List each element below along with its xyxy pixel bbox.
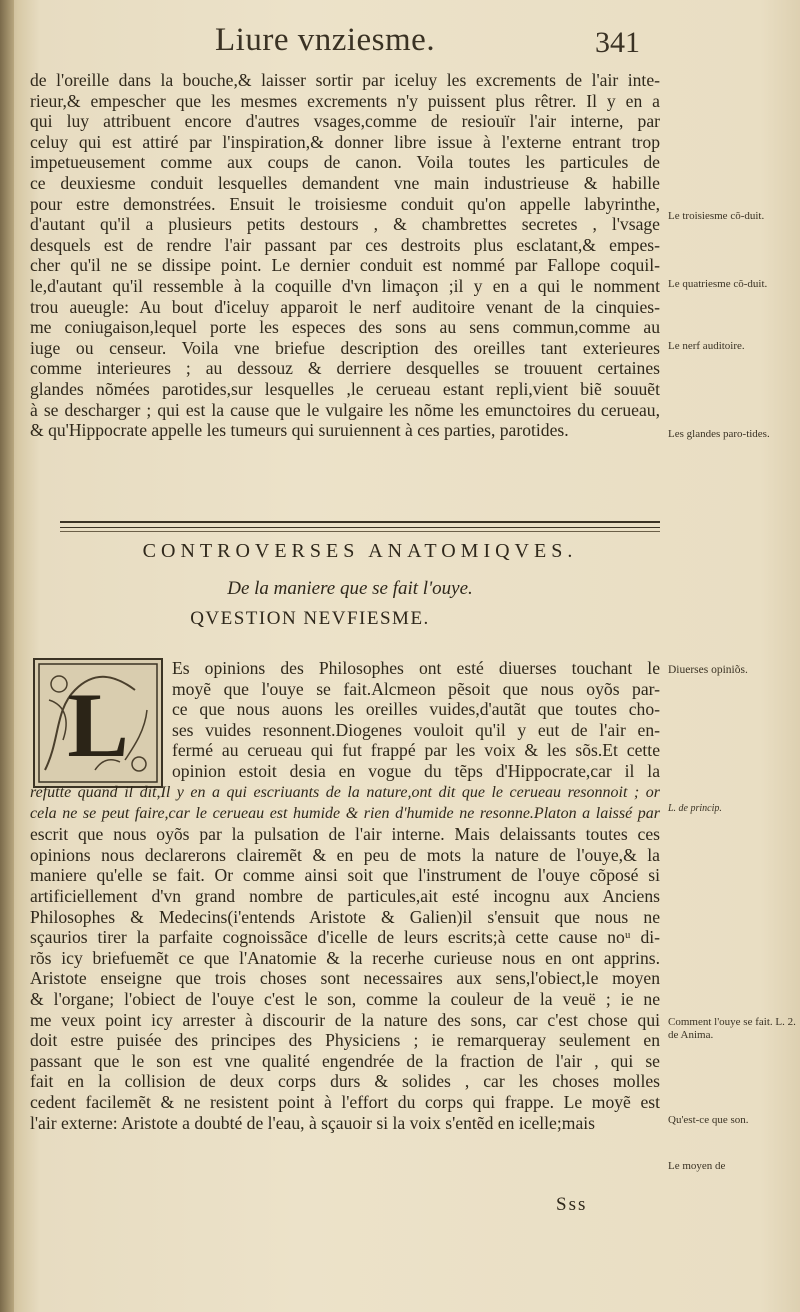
section-subtitle: De la maniere que se fait l'ouye. — [227, 578, 473, 599]
text-line: me coniugaison,lequel porte les especes des sons au sens commun,comme au — [30, 317, 660, 338]
running-title: Liure vnziesme. — [215, 22, 436, 58]
text-line: Philosophes & Medecins(i'entends Aristote & Galien)il s'ensuit que nous ne — [30, 906, 660, 927]
text-block-initial — [172, 658, 660, 782]
text-line: passant que le son est vne qualité engendrée de la fraction de l'air , qui se — [30, 1050, 660, 1071]
text-line: qui luy attribuent encore d'autres vsages,comme de resiouïr l'air interne, par — [30, 111, 660, 132]
text-line: celuy qui est attiré par l'inspiration,& donner libre issue à l'externe entrant trop — [30, 131, 660, 152]
book-gutter — [0, 0, 14, 1312]
text-line: doit estre puisée des principes des Physiciens ; ie remarqueray seulement en — [30, 1030, 660, 1051]
margin-note: Diuerses opiniõs. — [668, 664, 748, 676]
text-line: refutte quand il dit,Il y en a qui escriuants de la nature,ont dit que le cerueau resonnoit ; or — [30, 784, 660, 801]
text-line: trou aueugle: Au bout d'iceluy apparoit le nerf auditoire venant de la cinquies- — [30, 296, 660, 317]
text-line: rõs icy briefuemẽt ce que l'Anatomie & la recerhe curieuse nous en ont apprins. — [30, 947, 660, 968]
text-line: & l'organe; l'obiect de l'ouye c'est le son, comme la couleur de la veuë ; ie ne — [30, 988, 660, 1009]
text-line: moyẽ que l'ouye se fait.Alcmeon pẽsoit que nous oyõs par- — [172, 678, 660, 699]
question-heading: QVESTION NEVFIESME. — [190, 608, 430, 629]
section-rule-thin — [60, 531, 660, 532]
margin-note: Le quatriesme cõ-duit. — [668, 278, 768, 290]
text-line: & qu'Hippocrate appelle les tumeurs qui suruiennent à ces parties, parotides. — [30, 420, 569, 441]
text-line: Aristote enseigne que trois choses sont necessaires aux sens,l'obiect,le moyen — [30, 968, 660, 989]
signature-mark: Sss — [556, 1194, 588, 1215]
text-line: l'air externe: Aristote a doubté de l'eau, à sçauoir si la voix s'entẽd en icelle;mais — [30, 1112, 595, 1133]
margin-note: L. de princip. — [668, 803, 722, 814]
section-rule — [60, 521, 660, 528]
text-line: d'autant qu'il a plusieurs petits destours , & chambrettes secretes , l'vsage — [30, 214, 660, 235]
text-line: fait en la collision de deux corps durs & solides , car les choses molles — [30, 1071, 660, 1092]
initial-letter: L — [67, 674, 129, 776]
text-line: desquels est de rendre l'air passant par ces destroits plus esclatant,& empes- — [30, 234, 660, 255]
margin-note: Le moyen de — [668, 1160, 726, 1172]
text-line: de l'oreille dans la bouche,& laisser sortir par iceluy les excrements de l'air inte- — [30, 70, 660, 90]
page-number: 341 — [595, 26, 640, 59]
text-line: escrit que nous oyõs par la pulsation de l'air interne. Mais delaissants toutes ces — [30, 824, 660, 845]
text-line: me veux point icy arrester à discourir de la nature des sons, car c'est chose qui — [30, 1009, 660, 1030]
text-line: comme interieures ; au dessouz & derriere desquelles se trouuent certaines — [30, 358, 660, 379]
margin-note: Le troisiesme cõ-duit. — [668, 210, 765, 222]
margin-note: Le nerf auditoire. — [668, 340, 745, 352]
text-line: opinions nous declarerons clairemẽt & en peu de mots la nature de l'ouye,& la — [30, 844, 660, 865]
text-line: fermé au cerueau qui fut frappé par les voix & les sõs.Et cette — [172, 740, 660, 761]
text-line: maniere qu'elle se fait. Or comme ainsi soit que l'instrument de l'ouye cõposé si — [30, 865, 660, 886]
page-header — [215, 22, 715, 66]
text-line: iuge ou censeur. Voila vne briefue description des oreilles tant exterieures — [30, 337, 660, 358]
text-line: impetueusement comme aux coups de canon. Voila toutes les particules de — [30, 152, 660, 173]
text-line: ses vuides resonnent.Diogenes vouloit qu'il y eut de l'air en- — [172, 719, 660, 740]
text-line: à se descharger ; qui est la cause que le vulgaire les nõme les emunctoires du cerueau, — [30, 399, 660, 420]
text-line: cela ne se peut faire,car le cerueau est humide & rien d'humide ne resonne.Platon a laissé par — [30, 804, 660, 822]
text-line: ce deuxiesme conduit lesquelles demandent vne main industrieuse & habille — [30, 172, 660, 193]
margin-note: Qu'est-ce que son. — [668, 1114, 749, 1126]
margin-note: Les glandes paro-tides. — [668, 428, 770, 440]
text-line: Es opinions des Philosophes ont esté diuerses touchant le — [172, 658, 660, 678]
text-line: glandes nõmées parotides,sur lesquelles ,le cerueau estant repli,vient biẽ souuẽt — [30, 378, 660, 399]
text-line: artificiellement d'vn grand nombre de particules,ait esté incognu aux Anciens — [30, 885, 660, 906]
section-heading: CONTROVERSES ANATOMIQVES. — [142, 540, 578, 562]
text-line: rieur,& empescher que les mesmes excrements n'y puissent plus rêtrer. Il y en a — [30, 90, 660, 111]
margin-note: Comment l'ouye se fait. L. 2. de Anima. — [668, 1016, 796, 1041]
text-line: sçaurios tirer la parfaite cognoissãce d'icelle de leurs escrits;à cette cause noᵘ di- — [30, 927, 660, 948]
text-line: cher qu'il ne se dissipe point. Le dernier conduit est nommé par Fallope coquil- — [30, 255, 660, 276]
text-line: opinion estoit desia en vogue du tẽps d'Hippocrate,car il la — [172, 760, 660, 781]
text-line: cedent facilemẽt & ne resistent point à l'effort du corps qui frappe. Le moyẽ est — [30, 1091, 660, 1112]
decorated-initial — [33, 658, 163, 788]
text-block-top — [30, 70, 660, 441]
text-line: le,d'autant qu'il ressemble à la coquille d'vn limaçon ;il y en a qui le nomment — [30, 275, 660, 296]
text-line: pour estre demonstrées. Ensuit le troisiesme conduit qu'on appelle labyrinthe, — [30, 193, 660, 214]
text-block-bottom — [30, 783, 660, 1133]
text-line: ce que nous auons les oreilles vuides,d'autãt que toutes cho- — [172, 699, 660, 720]
